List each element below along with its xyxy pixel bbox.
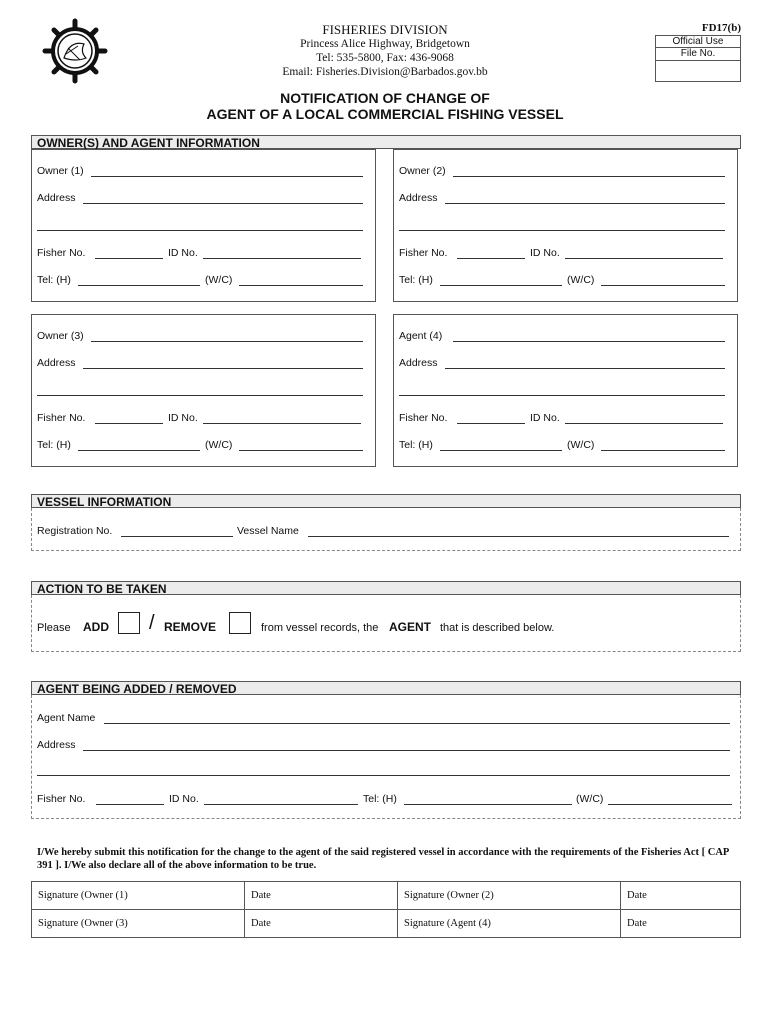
id-no-field[interactable] — [565, 258, 723, 259]
action-slash: / — [149, 612, 155, 634]
agent-name-label: Agent Name — [37, 712, 96, 724]
address-label: Address — [399, 192, 438, 204]
agent-fisher-no-label: Fisher No. — [37, 793, 86, 805]
add-checkbox[interactable] — [118, 612, 140, 634]
address-field-2[interactable] — [37, 395, 363, 396]
vessel-section-heading: VESSEL INFORMATION — [31, 494, 741, 508]
address-label: Address — [37, 357, 76, 369]
vessel-section — [31, 508, 741, 551]
signature-owner1-cell[interactable]: Signature (Owner (1) — [32, 882, 245, 910]
id-no-label: ID No. — [530, 412, 560, 424]
vessel-name-field[interactable] — [308, 536, 729, 537]
address-field[interactable] — [83, 368, 363, 369]
official-use-label: Official Use — [656, 36, 740, 48]
signature-table — [31, 881, 741, 938]
action-described: that is described below. — [440, 622, 555, 634]
tel-h-field[interactable] — [78, 450, 200, 451]
signature-row — [32, 882, 741, 910]
address-field-2[interactable] — [399, 395, 725, 396]
form-title-line2: AGENT OF A LOCAL COMMERCIAL FISHING VESSEL — [206, 106, 564, 122]
tel-wc-label: (W/C) — [205, 439, 233, 451]
fisher-no-field[interactable] — [457, 423, 525, 424]
address-field-2[interactable] — [399, 230, 725, 231]
action-section-heading: ACTION TO BE TAKEN — [31, 581, 741, 595]
date-agent4-cell[interactable]: Date — [621, 910, 741, 938]
official-use-box — [655, 35, 741, 82]
form-code: FD17(b) — [701, 22, 741, 34]
address-label: Address — [37, 192, 76, 204]
tel-wc-field[interactable] — [239, 285, 363, 286]
action-please: Please — [37, 622, 71, 634]
fisher-no-label: Fisher No. — [399, 412, 448, 424]
signature-owner2-cell[interactable]: Signature (Owner (2) — [398, 882, 621, 910]
form-title-line1: NOTIFICATION OF CHANGE OF — [280, 90, 490, 106]
fisheries-logo — [40, 18, 110, 84]
agent-section-heading: AGENT BEING ADDED / REMOVED — [31, 681, 741, 695]
date-owner2-cell[interactable]: Date — [621, 882, 741, 910]
address-field-2[interactable] — [37, 230, 363, 231]
party-label: Owner (3) — [37, 330, 84, 342]
party-name-field[interactable] — [91, 176, 363, 177]
remove-checkbox[interactable] — [229, 612, 251, 634]
registration-no-label: Registration No. — [37, 525, 113, 537]
tel-h-label: Tel: (H) — [399, 274, 433, 286]
fisher-no-field[interactable] — [95, 423, 163, 424]
party-name-field[interactable] — [453, 176, 725, 177]
tel-h-field[interactable] — [78, 285, 200, 286]
id-no-field[interactable] — [203, 423, 361, 424]
party-label: Owner (1) — [37, 165, 84, 177]
org-name: FISHERIES DIVISION — [322, 22, 448, 37]
org-email: Email: Fisheries.Division@Barbados.gov.bb — [282, 66, 488, 78]
party-label: Agent (4) — [399, 330, 443, 342]
action-add-label: ADD — [83, 620, 109, 634]
id-no-label: ID No. — [168, 412, 198, 424]
action-from-records: from vessel records, the — [261, 622, 379, 634]
id-no-field[interactable] — [203, 258, 361, 259]
fisher-no-label: Fisher No. — [37, 412, 86, 424]
fisher-no-label: Fisher No. — [37, 247, 86, 259]
address-field[interactable] — [445, 368, 725, 369]
date-owner3-cell[interactable]: Date — [245, 910, 398, 938]
org-phone: Tel: 535-5800, Fax: 436-9068 — [316, 52, 454, 64]
agent-address-label: Address — [37, 739, 76, 751]
id-no-label: ID No. — [168, 247, 198, 259]
tel-h-field[interactable] — [440, 285, 562, 286]
fisher-no-field[interactable] — [457, 258, 525, 259]
id-no-field[interactable] — [565, 423, 723, 424]
tel-h-label: Tel: (H) — [399, 439, 433, 451]
address-field[interactable] — [445, 203, 725, 204]
tel-h-label: Tel: (H) — [37, 439, 71, 451]
tel-wc-field[interactable] — [601, 285, 725, 286]
declaration-text: I/We hereby submit this notification for the change to the agent of the said registered vessel in accordance with the requirements of the Fisheries Act [ CAP 391 ]. I/We also declare all of the above information to be true. — [37, 847, 729, 871]
tel-wc-field[interactable] — [601, 450, 725, 451]
action-remove-label: REMOVE — [164, 620, 217, 634]
signature-owner3-cell[interactable]: Signature (Owner (3) — [32, 910, 245, 938]
agent-tel-h-label: Tel: (H) — [363, 793, 397, 805]
address-field[interactable] — [83, 203, 363, 204]
fisher-no-label: Fisher No. — [399, 247, 448, 259]
party-name-field[interactable] — [453, 341, 725, 342]
tel-h-label: Tel: (H) — [37, 274, 71, 286]
signature-row — [32, 910, 741, 938]
signature-agent4-cell[interactable]: Signature (Agent (4) — [398, 910, 621, 938]
tel-wc-label: (W/C) — [205, 274, 233, 286]
agent-tel-wc-label: (W/C) — [576, 793, 604, 805]
party-name-field[interactable] — [91, 341, 363, 342]
agent-name-field[interactable] — [104, 723, 730, 724]
fisher-no-field[interactable] — [95, 258, 163, 259]
tel-h-field[interactable] — [440, 450, 562, 451]
agent-address-field[interactable] — [83, 750, 730, 751]
agent-fisher-no-field[interactable] — [96, 804, 164, 805]
id-no-label: ID No. — [530, 247, 560, 259]
agent-address-field-2[interactable] — [37, 775, 730, 776]
tel-wc-label: (W/C) — [567, 274, 595, 286]
tel-wc-label: (W/C) — [567, 439, 595, 451]
agent-tel-h-field[interactable] — [404, 804, 572, 805]
registration-no-field[interactable] — [121, 536, 233, 537]
file-no-label: File No. — [656, 48, 740, 61]
tel-wc-field[interactable] — [239, 450, 363, 451]
owners-section-heading: OWNER(S) AND AGENT INFORMATION — [31, 135, 741, 149]
action-agent-label: AGENT — [389, 620, 431, 634]
date-owner1-cell[interactable]: Date — [245, 882, 398, 910]
party-label: Owner (2) — [399, 165, 446, 177]
party-block — [393, 314, 738, 467]
agent-id-no-label: ID No. — [169, 793, 199, 805]
vessel-name-label: Vessel Name — [237, 525, 299, 537]
org-address: Princess Alice Highway, Bridgetown — [300, 38, 470, 50]
address-label: Address — [399, 357, 438, 369]
agent-tel-wc-field[interactable] — [608, 804, 732, 805]
agent-id-no-field[interactable] — [204, 804, 358, 805]
